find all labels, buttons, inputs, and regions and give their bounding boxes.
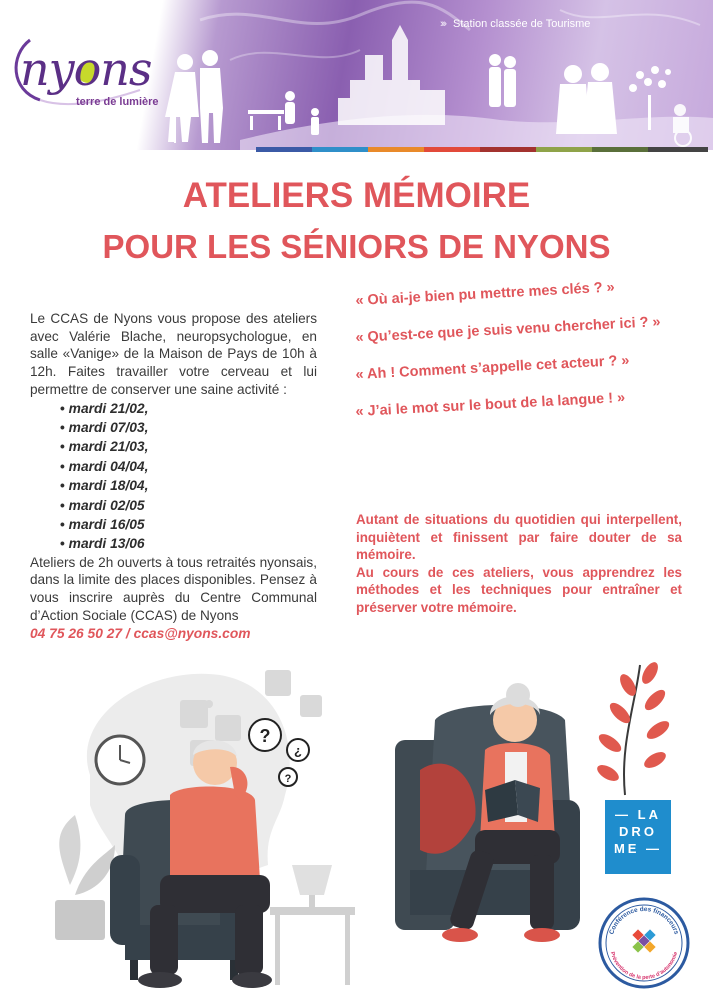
session-dates-list (60, 399, 317, 554)
list-item: • mardi 21/02, (60, 399, 317, 418)
red-plant-illustration (580, 655, 690, 800)
question-mark-icon: ? (259, 726, 271, 746)
color-strip-segment (648, 147, 708, 152)
question-mark-icon: ? (284, 773, 292, 785)
intro-paragraph: Le CCAS de Nyons vous propose des ateliers avec Valérie Blache, neuropsychologue, en salle «Vanige» de la Maison de Pays de 10h à 12h. Faites travailler votre cerveau et lui permettre de conserver une saine activité : (30, 311, 317, 397)
color-strip-segment (536, 147, 592, 152)
contact-link[interactable]: 04 75 26 50 27 / ccas@nyons.com (30, 625, 251, 641)
quote-3: « Ah ! Comment s’appelle cet acteur ? » (355, 352, 630, 384)
header-banner (0, 0, 713, 150)
la-drome-line-2: DRO (619, 824, 657, 839)
color-strip-segment (256, 147, 312, 152)
quote-4: « J’ai le mot sur le bout de la langue ! » (355, 389, 626, 421)
info-paragraph-1: Autant de situations du quotidien qui interpellent, inquiètent et finissent par faire douter de sa mémoire. (356, 512, 682, 563)
list-item: • mardi 13/06 (60, 534, 317, 553)
reading-woman-illustration (390, 650, 600, 950)
station-tourisme-label (440, 18, 590, 30)
info-block (356, 511, 682, 617)
list-item: • mardi 04/04, (60, 457, 317, 476)
left-column (30, 310, 317, 642)
outro-paragraph: Ateliers de 2h ouverts à tous retraités nyonsais, dans la limite des places disponibles. Pensez à vous inscrire auprès du Centre Communal d’Action Sociale (CCAS) de Nyons (30, 554, 317, 623)
quote-1: « Où ai-je bien pu mettre mes clés ? » (355, 279, 616, 310)
color-strip-segment (368, 147, 424, 152)
thinking-man-illustration (30, 655, 370, 1000)
chevron-right-icon: ››› (440, 18, 445, 30)
list-item: • mardi 21/03, (60, 437, 317, 456)
color-strip-segment (592, 147, 648, 152)
color-strip-segment (424, 147, 480, 152)
color-strip-segment (312, 147, 368, 152)
color-strip-segment (480, 147, 536, 152)
page-title: ATELIERS MÉMOIRE (182, 176, 531, 215)
page-subtitle: POUR LES SÉNIORS DE NYONS (102, 228, 611, 265)
logo-wordmark: nyons (20, 42, 152, 96)
header-color-strip (256, 147, 708, 152)
question-mark-icon: ¿ (294, 743, 302, 758)
la-drome-logo[interactable] (605, 800, 671, 874)
quotes-block (355, 279, 701, 440)
logo-tagline: terre de lumière (76, 96, 159, 108)
la-drome-line-3: ME — (613, 841, 663, 856)
list-item: • mardi 02/05 (60, 496, 317, 515)
quote-2: « Qu’est-ce que je suis venu chercher ici ? » (355, 314, 661, 347)
list-item: • mardi 18/04, (60, 476, 317, 495)
seal-top-text: Conférence des financeurs (608, 905, 680, 936)
list-item: • mardi 07/03, (60, 418, 317, 437)
la-drome-line-1: — LA (615, 807, 661, 822)
conference-financeurs-seal[interactable] (598, 897, 690, 989)
seal-bottom-text: Prévention de la perte d’autonomie (608, 951, 680, 982)
nyons-logo[interactable] (0, 0, 190, 150)
station-text: Station classée de Tourisme (453, 18, 591, 30)
list-item: • mardi 16/05 (60, 515, 317, 534)
info-paragraph-2: Au cours de ces ateliers, vous apprendrez les méthodes et les techniques pour entraîner et préserver votre mémoire. (356, 564, 682, 615)
